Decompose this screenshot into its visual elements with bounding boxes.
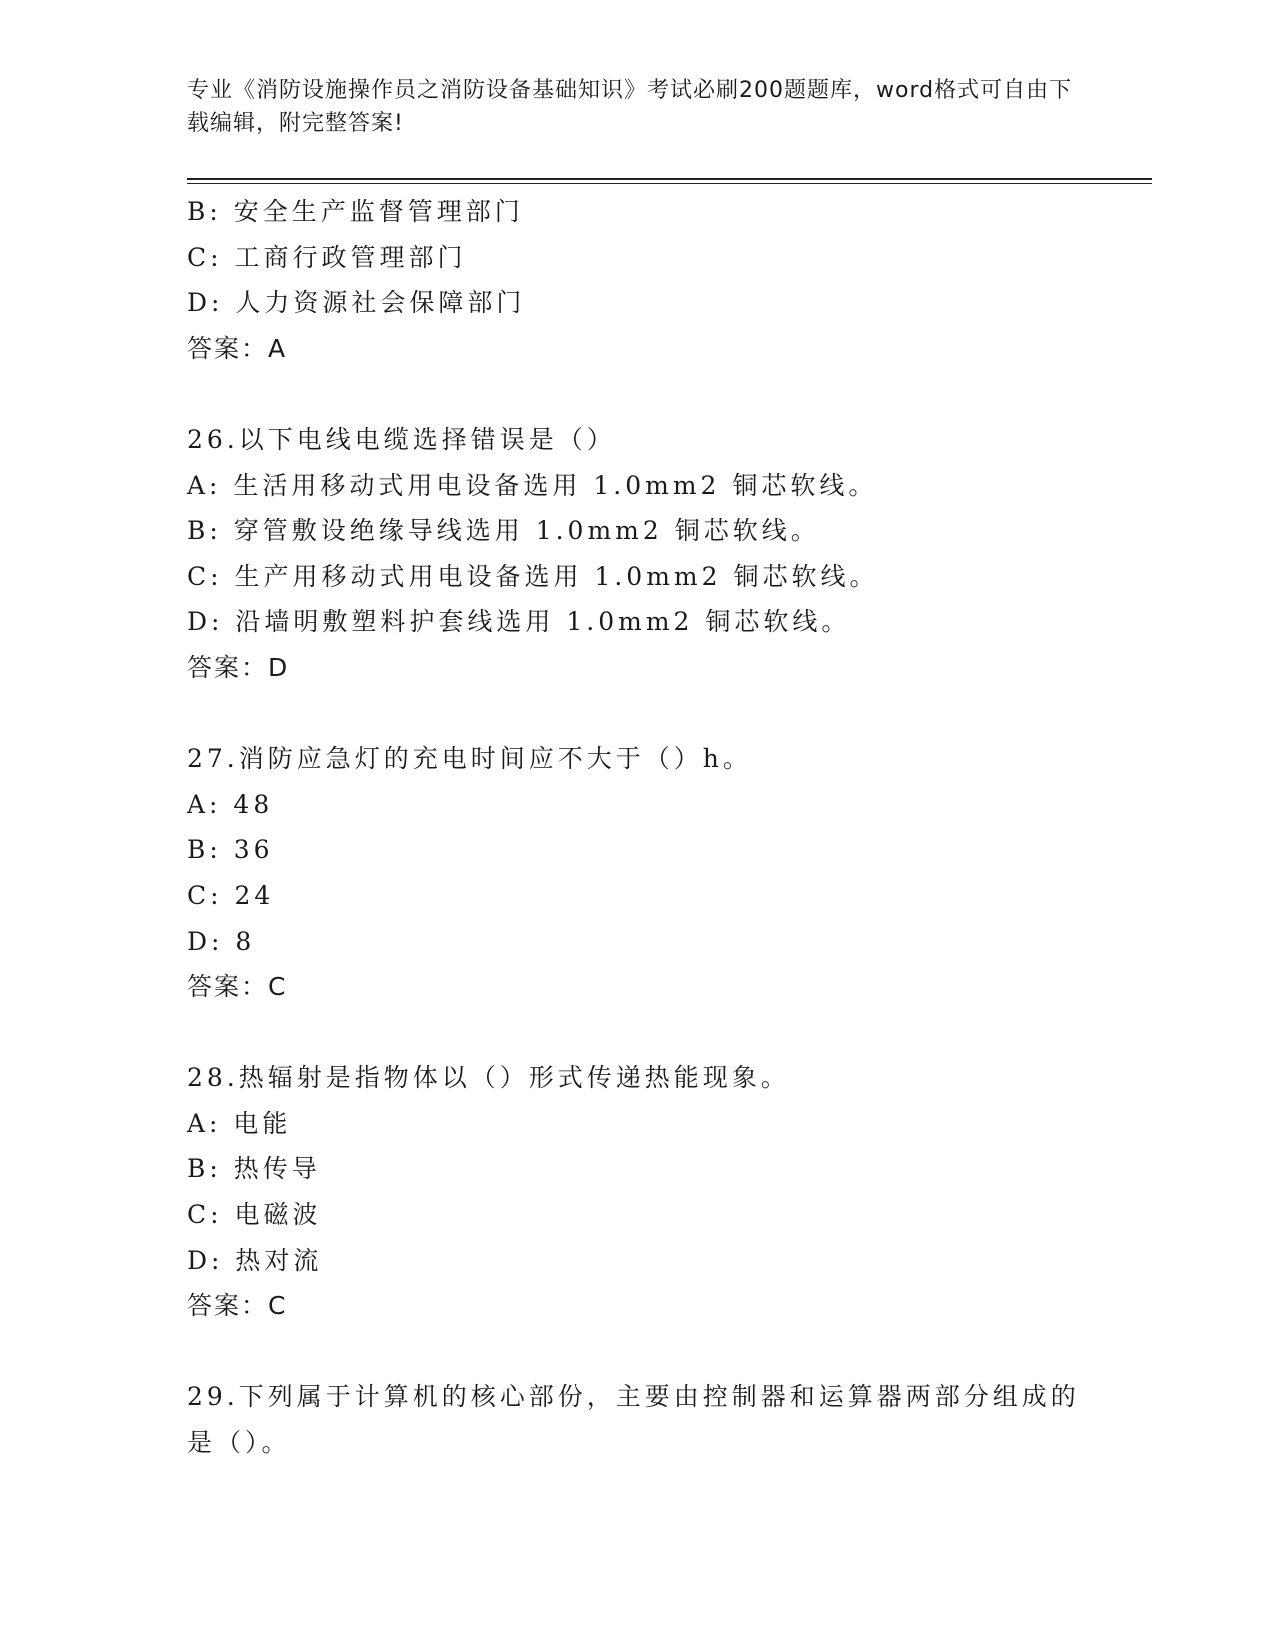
option-a: A: 电能 xyxy=(187,1108,292,1138)
question-text: 28.热辐射是指物体以（）形式传递热能现象。 xyxy=(187,1063,790,1093)
answer: 答案：C xyxy=(187,1291,288,1321)
answer: 答案：A xyxy=(187,333,288,363)
answer: 答案：D xyxy=(187,652,290,682)
option-b: B: 穿管敷设绝缘导线选用 1.0mm2 铜芯软线。 xyxy=(187,516,820,546)
question-list xyxy=(187,189,1147,1466)
question-29 xyxy=(187,1374,1147,1465)
option-a: A: 48 xyxy=(187,789,274,819)
option-c: C: 电磁波 xyxy=(187,1200,322,1230)
option-c: C: 24 xyxy=(187,880,275,910)
option-c: C: 工商行政管理部门 xyxy=(187,242,467,272)
option-d: D: 8 xyxy=(187,926,256,956)
answer: 答案：C xyxy=(187,972,288,1002)
option-a: A: 生活用移动式用电设备选用 1.0mm2 铜芯软线。 xyxy=(187,470,878,500)
header-rule-thin xyxy=(187,183,1152,184)
question-25-fragment xyxy=(187,189,1147,371)
option-d: D: 人力资源社会保障部门 xyxy=(187,288,526,318)
option-b: B: 36 xyxy=(187,835,274,865)
question-28 xyxy=(187,1055,1147,1329)
option-b: B: 热传导 xyxy=(187,1154,321,1184)
question-26 xyxy=(187,417,1147,691)
question-text: 29.下列属于计算机的核心部份，主要由控制器和运算器两部分组成的是（）。 xyxy=(187,1382,1080,1458)
header-rule-thick xyxy=(187,178,1152,180)
question-text: 27.消防应急灯的充电时间应不大于（）h。 xyxy=(187,744,752,774)
document-header: 专业《消防设施操作员之消防设备基础知识》考试必刷200题题库，word格式可自由下载编辑，附完整答案! xyxy=(187,78,1073,136)
option-d: D: 沿墙明敷塑料护套线选用 1.0mm2 铜芯软线。 xyxy=(187,607,851,637)
option-b: B: 安全生产监督管理部门 xyxy=(187,197,524,226)
option-d: D: 热对流 xyxy=(187,1245,323,1275)
question-text: 26.以下电线电缆选择错误是（） xyxy=(187,424,616,454)
option-c: C: 生产用移动式用电设备选用 1.0mm2 铜芯软线。 xyxy=(187,561,879,591)
question-27 xyxy=(187,736,1147,1010)
